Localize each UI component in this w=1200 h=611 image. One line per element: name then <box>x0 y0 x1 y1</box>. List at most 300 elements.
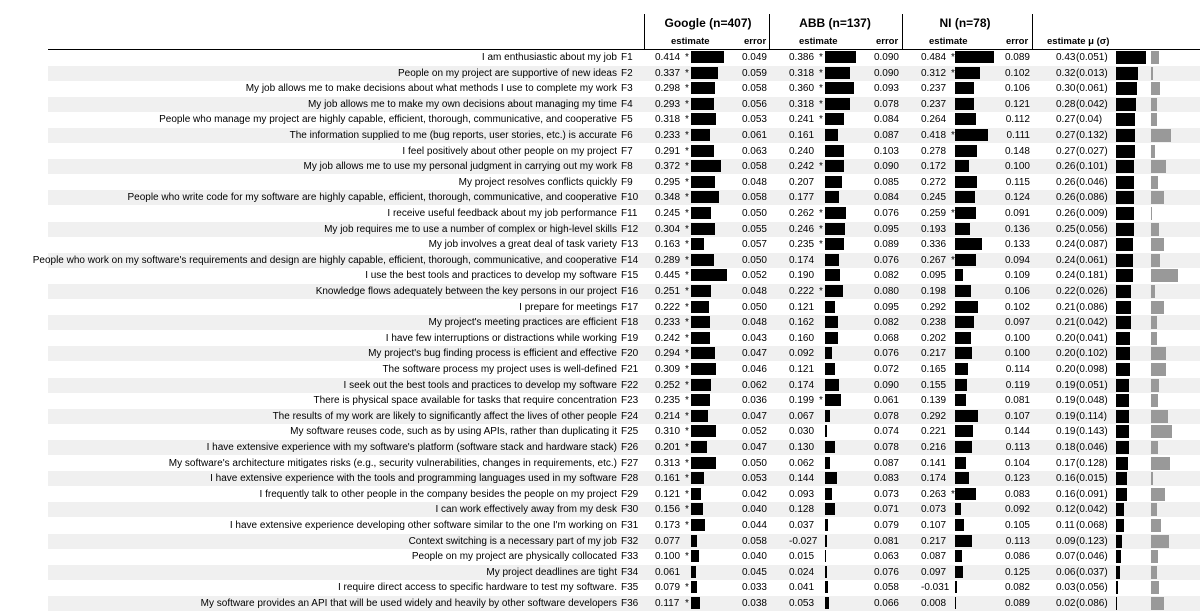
google-significance-marker: * <box>685 348 689 360</box>
google-estimate: 0.214 <box>655 410 681 422</box>
sd-bar <box>1151 410 1168 423</box>
google-significance-marker: * <box>685 473 689 485</box>
ni-estimate: 0.172 <box>921 161 947 173</box>
factor-label: My project resolves conflicts quickly <box>458 176 617 188</box>
sd-bar <box>1151 207 1152 220</box>
mean-bar <box>1116 269 1133 282</box>
abb-error: 0.073 <box>873 488 899 500</box>
ni-estimate-bar <box>955 394 966 406</box>
ni-estimate-bar <box>955 425 973 437</box>
google-estimate: 0.156 <box>655 504 681 516</box>
mean-bar <box>1116 566 1120 579</box>
factor-code: F32 <box>621 535 639 547</box>
abb-estimate: 0.222 <box>789 286 815 297</box>
factor-label: My project's bug finding process is efficient and effective <box>368 348 617 360</box>
google-estimate: 0.310 <box>655 426 681 438</box>
sd-estimate: (0.086) <box>1076 301 1108 313</box>
factor-code: F8 <box>621 161 633 173</box>
google-estimate: 0.251 <box>655 286 681 297</box>
abb-estimate: 0.360 <box>789 83 815 95</box>
ni-estimate-bar <box>955 160 969 172</box>
factor-code: F18 <box>621 317 639 329</box>
factor-code: F25 <box>621 426 639 438</box>
abb-error: 0.090 <box>873 379 899 391</box>
ni-estimate: 0.008 <box>921 598 947 609</box>
ni-significance-marker: * <box>951 254 955 266</box>
sd-bar <box>1151 425 1172 438</box>
google-significance-marker: * <box>685 332 689 344</box>
abb-error: 0.087 <box>873 130 899 141</box>
table-row <box>48 315 1200 330</box>
google-estimate: 0.298 <box>655 83 681 95</box>
google-significance-marker: * <box>685 520 689 531</box>
google-significance-marker: * <box>685 488 689 500</box>
google-estimate: 0.100 <box>655 551 681 563</box>
mean-bar <box>1116 285 1131 298</box>
google-significance-marker: * <box>685 551 689 563</box>
sd-estimate: (0.027) <box>1076 145 1108 157</box>
abb-estimate: 0.121 <box>789 301 815 313</box>
ni-error: 0.119 <box>1005 379 1030 391</box>
google-estimate-bar <box>691 503 703 515</box>
abb-estimate: 0.128 <box>789 504 815 516</box>
google-significance-marker: * <box>685 364 689 375</box>
abb-estimate: 0.030 <box>789 426 815 438</box>
ni-estimate-bar <box>955 441 972 453</box>
google-error: 0.055 <box>741 223 767 235</box>
abb-significance-marker: * <box>819 208 823 219</box>
abb-estimate-bar <box>825 425 827 437</box>
google-significance-marker: * <box>685 83 689 95</box>
factor-label: People on my project are physically collocated <box>411 551 617 563</box>
abb-error: 0.074 <box>873 426 899 438</box>
google-error: 0.061 <box>741 130 767 141</box>
mean-estimate: 0.24 <box>1056 254 1076 266</box>
google-estimate-bar <box>691 285 711 297</box>
google-estimate-bar <box>691 254 714 266</box>
mean-bar <box>1116 503 1124 516</box>
google-error: 0.046 <box>741 364 767 375</box>
mean-bar <box>1116 441 1129 454</box>
abb-estimate-bar <box>825 145 844 157</box>
factor-label: I can work effectively away from my desk <box>435 504 617 516</box>
ni-error: 0.114 <box>1005 364 1030 375</box>
google-error: 0.059 <box>741 67 767 79</box>
ni-estimate-bar <box>955 488 976 500</box>
sd-bar <box>1151 223 1159 236</box>
abb-significance-marker: * <box>819 52 823 63</box>
factor-code: F4 <box>621 98 633 110</box>
google-estimate-bar <box>691 550 699 562</box>
abb-error: 0.071 <box>873 504 899 516</box>
ni-estimate-bar <box>955 145 977 157</box>
sd-bar <box>1151 238 1164 251</box>
sd-bar <box>1151 581 1159 594</box>
ni-estimate-bar <box>955 316 974 328</box>
abb-error: 0.072 <box>873 364 899 375</box>
abb-significance-marker: * <box>819 67 823 79</box>
abb-estimate-bar <box>825 191 839 203</box>
google-estimate: 0.445 <box>655 270 681 282</box>
google-error: 0.043 <box>741 332 767 344</box>
factor-label: People who write code for my software are highly capable, efficient, thorough, communicative, and cooperative <box>127 192 617 204</box>
google-estimate: 0.163 <box>655 239 681 251</box>
google-error: 0.045 <box>741 566 767 578</box>
abb-estimate: 0.318 <box>789 98 815 110</box>
mean-estimate: 0.22 <box>1056 286 1076 297</box>
abb-estimate: 0.262 <box>789 208 815 219</box>
abb-estimate-bar <box>825 238 844 250</box>
sd-estimate: (0.051) <box>1076 379 1108 391</box>
abb-estimate: 0.092 <box>789 348 815 360</box>
mean-bar <box>1116 51 1146 64</box>
abb-estimate-bar <box>825 597 829 609</box>
mean-estimate: 0.20 <box>1056 332 1076 344</box>
google-estimate: 0.293 <box>655 98 681 110</box>
table-row <box>48 159 1200 174</box>
ni-estimate: 0.267 <box>921 254 947 266</box>
abb-estimate: 0.199 <box>789 395 815 407</box>
abb-error: 0.078 <box>873 98 899 110</box>
factor-label: I prepare for meetings <box>519 301 617 313</box>
sd-bar <box>1151 67 1153 80</box>
factor-code: F12 <box>621 223 639 235</box>
google-significance-marker: * <box>685 98 689 110</box>
mean-bar <box>1116 332 1130 345</box>
abb-estimate-bar <box>825 223 845 235</box>
table-row <box>48 456 1200 471</box>
factor-code: F20 <box>621 348 639 360</box>
mean-bar <box>1116 67 1138 80</box>
ni-error-header: error <box>1006 36 1029 47</box>
ni-estimate: 0.139 <box>921 395 947 407</box>
ni-error: 0.148 <box>1004 145 1030 157</box>
mean-bar <box>1116 223 1134 236</box>
abb-estimate: 0.235 <box>789 239 815 251</box>
abb-error: 0.084 <box>873 192 899 204</box>
ni-estimate: 0.174 <box>921 473 947 485</box>
abb-error: 0.058 <box>873 582 899 594</box>
google-significance-marker: * <box>685 582 689 594</box>
abb-error: 0.090 <box>873 161 899 173</box>
sd-estimate: (0.068) <box>1076 520 1108 531</box>
mean-bar <box>1116 394 1129 407</box>
ni-error: 0.102 <box>1004 301 1030 313</box>
google-estimate: 0.233 <box>655 317 681 329</box>
factor-label: My project deadlines are tight <box>486 566 617 578</box>
google-significance-marker: * <box>685 208 689 219</box>
factor-label: My job allows me to use my personal judgment in carrying out my work <box>303 161 617 173</box>
google-error: 0.058 <box>741 192 767 204</box>
mean-estimate: 0.27 <box>1056 130 1076 141</box>
ni-error: 0.089 <box>1004 52 1030 63</box>
abb-estimate-bar <box>825 207 846 219</box>
abb-estimate-bar <box>825 488 832 500</box>
sd-bar <box>1151 98 1157 111</box>
google-estimate-bar <box>691 176 715 188</box>
factor-label: I feel positively about other people on my project <box>402 145 617 157</box>
ni-error: 0.097 <box>1004 317 1030 329</box>
ni-estimate: 0.484 <box>921 52 947 63</box>
factor-code: F19 <box>621 332 639 344</box>
factor-label: My job involves a great deal of task variety <box>428 239 617 251</box>
mean-bar <box>1116 581 1118 594</box>
ni-error: 0.112 <box>1005 114 1030 126</box>
google-error: 0.058 <box>741 161 767 173</box>
google-error: 0.040 <box>741 504 767 516</box>
abb-estimate-bar <box>825 51 856 63</box>
google-estimate: 0.242 <box>655 332 681 344</box>
ni-estimate: 0.087 <box>921 551 947 563</box>
factor-label: I seek out the best tools and practices to develop my software <box>343 379 617 391</box>
mean-estimate: 0.19 <box>1056 410 1076 422</box>
ni-error: 0.082 <box>1004 582 1030 594</box>
google-error: 0.042 <box>741 488 767 500</box>
table-row <box>48 471 1200 486</box>
google-significance-marker: * <box>685 410 689 422</box>
factor-code: F15 <box>621 270 639 282</box>
mean-bar <box>1116 550 1121 563</box>
table-row <box>48 580 1200 595</box>
sd-bar <box>1151 472 1153 485</box>
abb-estimate-bar <box>825 176 842 188</box>
table-row <box>48 565 1200 580</box>
ni-estimate-bar <box>955 98 974 110</box>
sd-estimate: (0.042) <box>1076 98 1108 110</box>
abb-estimate-bar <box>825 410 830 422</box>
ni-estimate-bar <box>955 363 968 375</box>
ni-error: 0.113 <box>1005 535 1030 547</box>
mean-bar <box>1116 363 1130 376</box>
abb-estimate: 0.386 <box>789 52 815 63</box>
ni-error: 0.100 <box>1004 161 1030 173</box>
ni-error: 0.086 <box>1004 551 1030 563</box>
abb-error: 0.068 <box>873 332 899 344</box>
abb-error: 0.080 <box>873 286 899 297</box>
google-estimate: 0.252 <box>655 379 681 391</box>
google-estimate-bar <box>691 488 701 500</box>
ni-error: 0.125 <box>1004 566 1030 578</box>
ni-estimate: 0.237 <box>921 83 947 95</box>
abb-estimate: 0.024 <box>789 566 815 578</box>
google-estimate-bar <box>691 472 704 484</box>
abb-estimate-bar <box>825 269 840 281</box>
table-row <box>48 487 1200 502</box>
summary-header: estimate μ (σ) <box>1047 36 1110 47</box>
abb-significance-marker: * <box>819 161 823 173</box>
abb-estimate-bar <box>825 394 841 406</box>
table-row <box>48 81 1200 96</box>
google-estimate-bar <box>691 129 710 141</box>
google-estimate-bar <box>691 425 716 437</box>
google-significance-marker: * <box>685 457 689 469</box>
google-error: 0.056 <box>741 98 767 110</box>
ni-estimate-bar <box>955 535 972 547</box>
ni-estimate: 0.336 <box>921 239 947 251</box>
ni-error: 0.136 <box>1004 223 1030 235</box>
ni-significance-marker: * <box>951 67 955 79</box>
abb-estimate: 0.015 <box>789 551 815 563</box>
sd-bar <box>1151 488 1165 501</box>
google-error: 0.049 <box>741 52 767 63</box>
google-estimate-bar <box>691 535 697 547</box>
ni-estimate: 0.272 <box>921 176 947 188</box>
ni-estimate: 0.237 <box>921 98 947 110</box>
table-row <box>48 66 1200 81</box>
sd-bar <box>1151 145 1155 158</box>
google-significance-marker: * <box>685 254 689 266</box>
factor-code: F28 <box>621 473 639 485</box>
ni-estimate: 0.107 <box>921 520 947 531</box>
google-estimate-bar <box>691 441 707 453</box>
ni-error: 0.113 <box>1005 442 1030 453</box>
abb-error: 0.090 <box>873 52 899 63</box>
ni-estimate: 0.245 <box>921 192 947 204</box>
abb-error: 0.076 <box>873 254 899 266</box>
ni-estimate-bar <box>955 581 957 593</box>
factor-code: F5 <box>621 114 633 126</box>
abb-estimate-bar <box>825 113 844 125</box>
mean-estimate: 0.25 <box>1056 223 1076 235</box>
factor-code: F33 <box>621 551 639 563</box>
ni-estimate-bar <box>955 597 956 609</box>
abb-estimate-bar <box>825 519 828 531</box>
abb-estimate: 0.093 <box>789 488 815 500</box>
table-row <box>48 284 1200 299</box>
sd-bar <box>1151 394 1158 407</box>
abb-estimate-bar <box>825 98 850 110</box>
sd-estimate: (0.015) <box>1076 473 1108 485</box>
ni-estimate: 0.259 <box>921 208 947 219</box>
ni-estimate-bar <box>955 566 963 578</box>
abb-significance-marker: * <box>819 286 823 297</box>
factor-label: I have extensive experience developing other software similar to the one I'm working on <box>229 520 617 531</box>
table-row <box>48 440 1200 455</box>
mean-estimate: 0.19 <box>1056 379 1076 391</box>
table-row <box>48 502 1200 517</box>
mean-bar <box>1116 472 1127 485</box>
mean-estimate: 0.32 <box>1056 67 1076 79</box>
table-row <box>48 300 1200 315</box>
ni-error: 0.121 <box>1004 98 1030 110</box>
google-estimate: 0.372 <box>655 161 681 173</box>
abb-estimate: 0.246 <box>789 223 815 235</box>
abb-estimate-bar <box>825 566 827 578</box>
table-row <box>48 362 1200 377</box>
ni-estimate-bar <box>955 285 971 297</box>
sd-estimate: (0.046) <box>1076 442 1108 453</box>
abb-estimate-bar <box>825 67 850 79</box>
abb-estimate-bar <box>825 332 838 344</box>
ni-significance-marker: * <box>951 130 955 141</box>
ni-error: 0.104 <box>1004 457 1030 469</box>
abb-estimate-header: estimate <box>799 36 838 47</box>
table-row <box>32 253 1200 268</box>
mean-bar <box>1116 301 1131 314</box>
ni-estimate-bar <box>955 550 962 562</box>
factor-code: F13 <box>621 239 639 251</box>
factor-label: The results of my work are likely to significantly affect the lives of other people <box>272 410 617 422</box>
google-estimate-bar <box>691 238 704 250</box>
ni-error: 0.094 <box>1004 254 1030 266</box>
google-error: 0.048 <box>741 286 767 297</box>
ni-estimate-bar <box>955 207 976 219</box>
factor-code: F22 <box>621 379 639 391</box>
google-significance-marker: * <box>685 442 689 453</box>
mean-bar <box>1116 535 1122 548</box>
sd-estimate: (0.009) <box>1076 208 1108 219</box>
ni-estimate: 0.312 <box>921 67 947 79</box>
mean-estimate: 0.02 <box>1056 598 1076 609</box>
google-estimate: 0.117 <box>655 598 680 609</box>
abb-estimate: 0.174 <box>789 379 815 391</box>
abb-estimate: 0.041 <box>789 582 815 594</box>
sd-bar <box>1151 441 1158 454</box>
ni-error: 0.091 <box>1004 208 1030 219</box>
factor-label: There is physical space available for tasks that require concentration <box>313 395 617 407</box>
google-estimate: 0.222 <box>655 301 681 313</box>
google-estimate: 0.079 <box>655 582 681 594</box>
abb-significance-marker: * <box>819 98 823 110</box>
sd-bar <box>1151 191 1164 204</box>
sd-bar <box>1151 269 1178 282</box>
abb-estimate: 0.160 <box>789 332 815 344</box>
mean-estimate: 0.24 <box>1056 239 1076 251</box>
google-estimate-bar <box>691 597 700 609</box>
ni-estimate: 0.418 <box>921 130 947 141</box>
table-row <box>48 393 1200 408</box>
sd-bar <box>1151 597 1164 610</box>
abb-estimate: 0.121 <box>789 364 815 375</box>
ni-estimate: 0.141 <box>921 457 947 469</box>
mean-estimate: 0.03 <box>1056 582 1076 594</box>
google-estimate: 0.173 <box>655 520 681 531</box>
abb-estimate-bar <box>825 254 839 266</box>
sd-bar <box>1151 503 1157 516</box>
google-estimate-bar <box>691 98 714 110</box>
ni-error: 0.107 <box>1004 410 1030 422</box>
sd-bar <box>1151 51 1159 64</box>
ni-estimate: 0.264 <box>921 114 947 126</box>
ni-estimate: 0.292 <box>921 301 947 313</box>
factor-label: My job allows me to make my own decisions about managing my time <box>307 98 617 110</box>
mean-bar <box>1116 98 1136 111</box>
ni-error: 0.124 <box>1004 192 1030 204</box>
abb-significance-marker: * <box>819 395 823 407</box>
google-estimate: 0.245 <box>655 208 681 219</box>
ni-group-header: NI (n=78) <box>939 16 991 30</box>
ni-estimate: 0.221 <box>921 426 947 438</box>
factor-label: My project's meeting practices are efficient <box>428 317 617 329</box>
ni-estimate: 0.292 <box>921 410 947 422</box>
mean-estimate: 0.21 <box>1056 317 1076 329</box>
table-row <box>48 206 1200 221</box>
sd-bar <box>1151 113 1157 126</box>
abb-estimate: 0.240 <box>789 145 815 157</box>
mean-estimate: 0.26 <box>1056 192 1076 204</box>
ni-significance-marker: * <box>951 488 955 500</box>
abb-estimate-bar <box>825 347 832 359</box>
google-estimate-bar <box>691 410 708 422</box>
ni-significance-marker: * <box>951 208 955 219</box>
google-estimate-bar <box>691 457 716 469</box>
google-estimate: 0.061 <box>655 566 681 578</box>
sd-estimate: (0.042) <box>1076 504 1108 516</box>
google-estimate-bar <box>691 519 705 531</box>
sd-estimate: (0.026) <box>1076 286 1108 297</box>
ni-estimate-bar <box>955 254 976 266</box>
factor-label: My software's architecture mitigates risks (e.g., security vulnerabilities, changes in requirements, etc.) <box>168 457 617 469</box>
